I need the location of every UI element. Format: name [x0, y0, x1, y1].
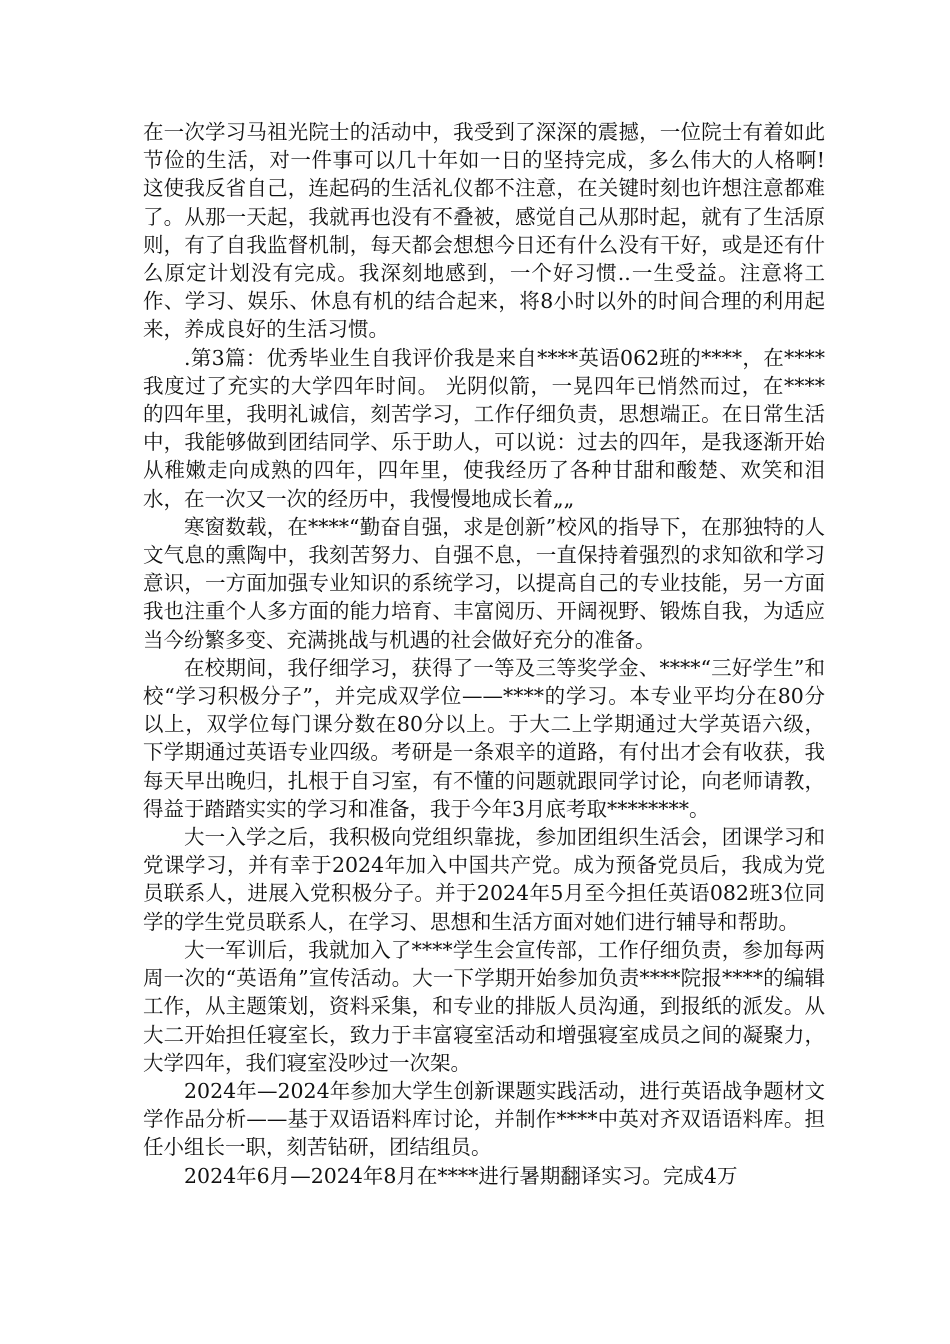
paragraph-5: 大一入学之后，我积极向党组织靠拢，参加团组织生活会，团课学习和党课学习，并有幸于2024年加入中国共产党。成为预备党员后，我成为党员联系人，进展入党积极分子。并于2024年5月至今担任英语082班3位同学的学生党员联系人，在学习、思想和生活方面对她们进行辅导和帮助。	[143, 825, 825, 934]
paragraph-4: 在校期间，我仔细学习，获得了一等及三等奖学金、****“三好学生”和校“学习积极分子”，并完成双学位——****的学习。本专业平均分在80分以上，双学位每门课分数在80分以上。于大二上学期通过大学英语六级，下学期通过英语专业四级。考研是一条艰辛的道路，有付出才会有收获，我每天早出晚归，扎根于自习室，有不懂的问题就跟同学讨论，向老师请教，得益于踏踏实实的学习和准备，我于今年3月底考取********。	[143, 655, 825, 821]
paragraph-7: 2024年—2024年参加大学生创新课题实践活动，进行英语战争题材文学作品分析——基于双语语料库讨论，并制作****中英对齐双语语料库。担任小组长一职，刻苦钻研，团结组员。	[143, 1078, 825, 1160]
paragraph-2: .第3篇：优秀毕业生自我评价我是来自****英语062班的****，在****我度过了充实的大学四年时间。 光阴似箭，一晃四年已悄然而过，在****的四年里，我明礼诚信，刻苦学习，工作仔细负责，思想端正。在日常生活中，我能够做到团结同学、乐于助人，可以说：过去的四年，是我逐渐开始从稚嫩走向成熟的四年，四年里，使我经历了各种甘甜和酸楚、欢笑和泪水，在一次又一次的经历中，我慢慢地成长着„„	[143, 345, 825, 511]
paragraph-8: 2024年6月—2024年8月在****进行暑期翻译实习。完成4万	[184, 1163, 738, 1188]
paragraph-3: 寒窗数载，在****“勤奋自强，求是创新”校风的指导下，在那独特的人文气息的熏陶中，我刻苦努力、自强不息，一直保持着强烈的求知欲和学习意识，一方面加强专业知识的系统学习，以提高自己的专业技能，另一方面我也注重个人多方面的能力培育、丰富阅历、开阔视野、锻炼自我，为适应当今纷繁多变、充满挑战与机遇的社会做好充分的准备。	[143, 514, 825, 652]
paragraph-6: 大一军训后，我就加入了****学生会宣传部，工作仔细负责，参加每两周一次的“英语角”宣传活动。大一下学期开始参加负责****院报****的编辑工作，从主题策划，资料采集，和专业的排版人员沟通，到报纸的派发。从大二开始担任寝室长，致力于丰富寝室活动和增强寝室成员之间的凝聚力，大学四年，我们寝室没吵过一次架。	[143, 937, 825, 1075]
paragraph-1: 在一次学习马祖光院士的活动中，我受到了深深的震撼，一位院士有着如此节俭的生活，对一件事可以几十年如一日的坚持完成，多么伟大的人格啊!这使我反省自己，连起码的生活礼仪都不注意，在关键时刻也许想注意都难了。从那一天起，我就再也没有不叠被，感觉自己从那时起，就有了生活原则，有了自我监督机制，每天都会想想今日还有什么没有干好，或是还有什么原定计划没有完成。我深刻地感到，一个好习惯..一生受益。注意将工作、学习、娱乐、休息有机的结合起来，将8小时以外的时间合理的利用起来，养成良好的生活习惯。	[143, 120, 825, 342]
document-body	[143, 118, 825, 1190]
